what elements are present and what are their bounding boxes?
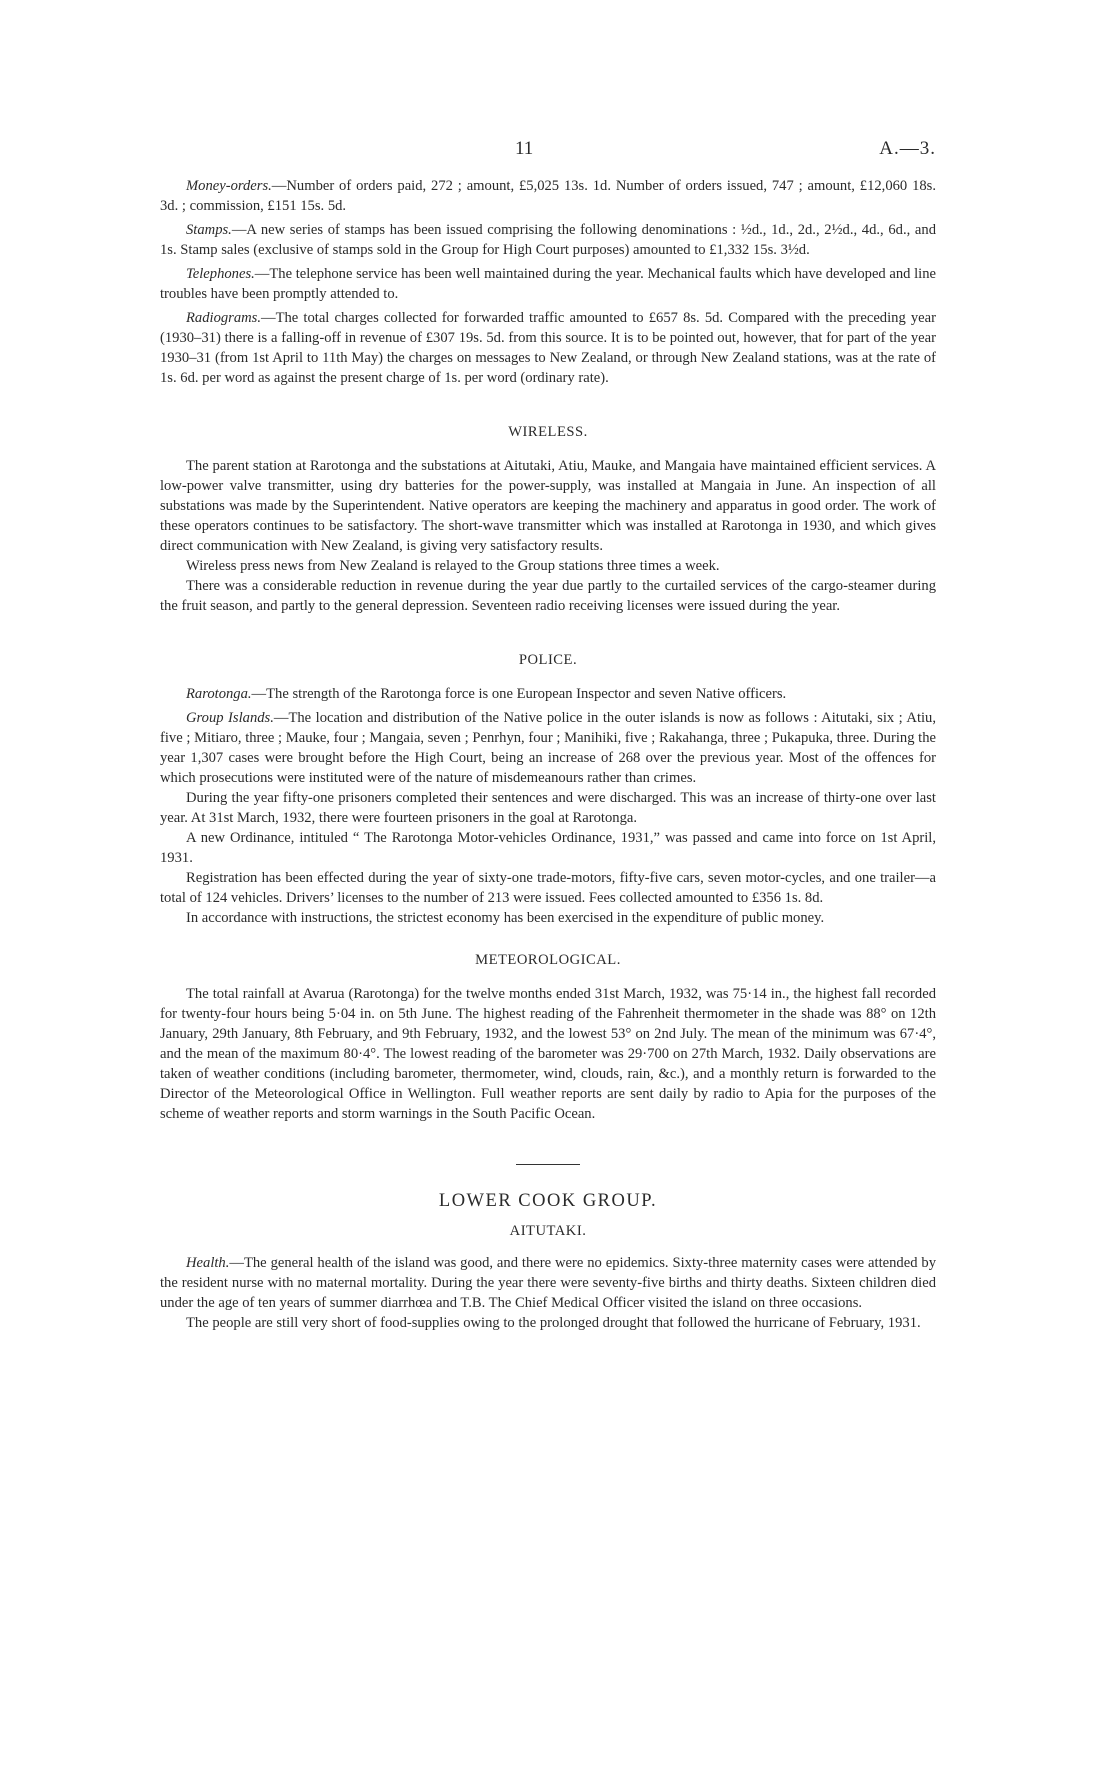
wireless-paragraph: There was a considerable reduction in revenue during the year due partly to the curtailed services of the cargo-steamer during the fruit season, and partly to the general depression. Seventeen radio receiving licenses were issued during the year. [160, 578, 936, 614]
lower-cook-group-heading: LOWER COOK GROUP. [438, 1191, 658, 1211]
aitutaki-health-paragraph [160, 1253, 936, 1313]
wireless-paragraph: Wireless press news from New Zealand is relayed to the Group stations three times a week. [186, 558, 720, 574]
telephones-text: —The telephone service has been well maintained during the year. Mechanical faults which have developed and line troubles have been promptly attended to. [160, 266, 936, 302]
radiograms-paragraph [160, 308, 936, 388]
radiograms-text: —The total charges collected for forwarded traffic amounted to £657 8s. 5d. Compared with the preceding year (1930–31) there is a falling-off in revenue of £307 19s. 5d. from this source. It is to be pointed out, however, that for part of the year 1930–31 (from 1st April to 11th May) the charges on messages to New Zealand, or through New Zealand stations, was at the rate of 1s. 6d. per word as against the present charge of 1s. per word (ordinary rate). [160, 310, 936, 386]
police-rarotonga-paragraph [160, 684, 936, 704]
aitutaki-health-text: —The general health of the island was good, and there were no epidemics. Sixty-three maternity cases were attended by the resident nurse with no maternal mortality. During the year there were seventy-five births and thirty deaths. Sixteen children died under the age of ten years of summer diarrhœa and T.B. The Chief Medical Officer visited the island on three occasions. [160, 1255, 936, 1311]
aitutaki-heading: AITUTAKI. [509, 1223, 587, 1239]
police-rarotonga-text: —The strength of the Rarotonga force is one European Inspector and seven Native officers. [251, 686, 787, 702]
telephones-lead: Telephones. [186, 266, 255, 282]
stamps-text: —A new series of stamps has been issued comprising the following denominations : ½d., 1d., 2d., 2½d., 4d., 6d., and 1s. Stamp sales (exclusive of stamps sold in the Group for High Court purposes) amounted to £1,332 15s. 3½d. [160, 222, 936, 258]
wireless-heading: WIRELESS. [508, 424, 588, 440]
aitutaki-food-paragraph: The people are still very short of food-supplies owing to the prolonged drought that followed the hurricane of February, 1931. [186, 1315, 921, 1331]
aitutaki-health-lead: Health. [186, 1255, 230, 1271]
page-number: 11 [515, 138, 534, 159]
meteorological-paragraph: The total rainfall at Avarua (Rarotonga) for the twelve months ended 31st March, 1932, was 75·14 in., the highest fall recorded for twenty-four hours being 5·04 in. on 5th June. The highest reading of the Fahrenheit thermometer in the shade was 88° on 12th January, 29th January, 8th February, and 9th February, 1932, and the lowest 53° on 2nd July. The mean of the minimum was 67·4°, and the mean of the maximum 80·4°. The lowest reading of the barometer was 29·700 on 27th March, 1932. Daily observations are taken of weather conditions (including barometer, thermometer, wind, clouds, rain, &c.), and a monthly return is forwarded to the Director of the Meteorological Office in Wellington. Full weather reports are sent daily by radio to Apia for the purposes of the scheme of weather reports and storm warnings in the South Pacific Ocean. [160, 986, 936, 1122]
money-orders-text: —Number of orders paid, 272 ; amount, £5,025 13s. 1d. Number of orders issued, 747 ; amount, £12,060 18s. 3d. ; commission, £151 15s. 5d. [160, 178, 936, 214]
police-paragraph: A new Ordinance, intituled “ The Rarotonga Motor-vehicles Ordinance, 1931,” was passed and came into force on 1st April, 1931. [160, 830, 936, 866]
document-reference: A.—3. [879, 138, 936, 159]
police-rarotonga-lead: Rarotonga. [186, 686, 252, 702]
stamps-lead: Stamps. [186, 222, 232, 238]
police-group-paragraph [160, 708, 936, 788]
police-group-text: —The location and distribution of the Native police in the outer islands is now as follows : Aitutaki, six ; Atiu, five ; Mitiaro, three ; Mauke, four ; Mangaia, seven ; Penrhyn, four ; Manihiki, five ; Rakahanga, three ; Pukapuka, three. During the year 1,307 cases were brought before the High Court, being an increase of 268 over the previous year. Most of the offences for which prosecutions were instituted were of the nature of misdemeanours rather than crimes. [160, 710, 937, 786]
police-paragraph: During the year fifty-one prisoners completed their sentences and were discharged. This was an increase of thirty-one over last year. At 31st March, 1932, there were fourteen prisoners in the goal at Rarotonga. [160, 790, 936, 826]
wireless-paragraph: The parent station at Rarotonga and the substations at Aitutaki, Atiu, Mauke, and Mangaia have maintained efficient services. A low-power valve transmitter, using dry batteries for the power-supply, was installed at Mangaia in June. An inspection of all substations was made by the Superintendent. Native operators are keeping the machinery and apparatus in good order. The work of these operators continues to be satisfactory. The short-wave transmitter which was installed at Rarotonga in 1930, and which gives direct communication with New Zealand, is giving very satisfactory results. [160, 458, 936, 554]
meteorological-heading: METEOROLOGICAL. [475, 952, 621, 968]
section-divider [516, 1164, 580, 1165]
radiograms-lead: Radiograms. [186, 310, 261, 326]
telephones-paragraph [160, 264, 936, 304]
money-orders-lead: Money-orders. [186, 178, 272, 194]
page-body [160, 176, 936, 1333]
police-group-lead: Group Islands. [186, 710, 274, 726]
stamps-paragraph [160, 220, 936, 260]
police-paragraph: Registration has been effected during the year of sixty-one trade-motors, fifty-five cars, seven motor-cycles, and one trailer—a total of 124 vehicles. Drivers’ licenses to the number of 213 were issued. Fees collected amounted to £356 1s. 8d. [160, 870, 936, 906]
page-header [160, 138, 936, 160]
police-paragraph: In accordance with instructions, the strictest economy has been exercised in the expenditure of public money. [186, 910, 825, 926]
police-heading: POLICE. [518, 652, 578, 668]
money-orders-paragraph [160, 176, 936, 216]
